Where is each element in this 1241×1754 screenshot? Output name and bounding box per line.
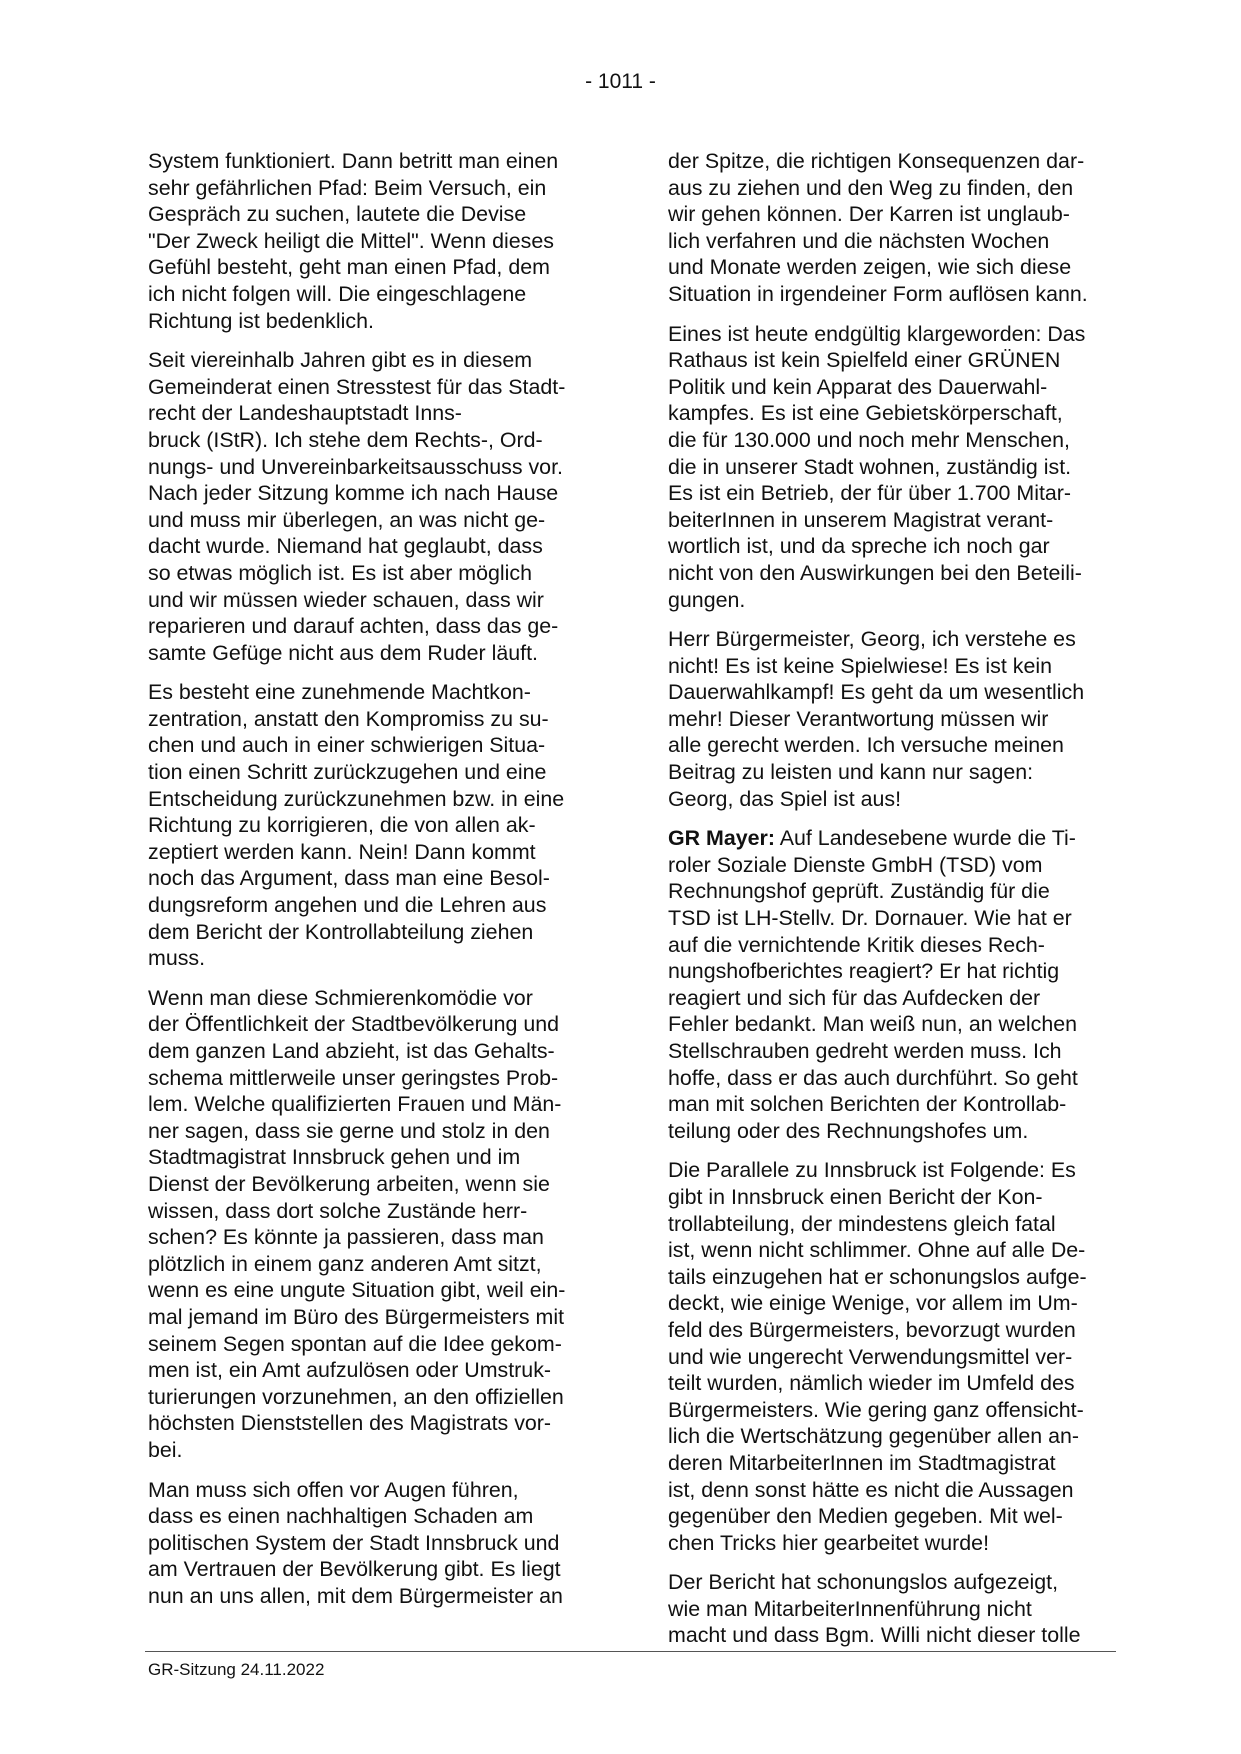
text-line: wissen, dass dort solche Zustände herr- [148, 1198, 528, 1223]
text-line: beiterInnen in unserem Magistrat verant- [668, 507, 1054, 532]
text-line: tion einen Schritt zurückzugehen und eine [148, 760, 547, 785]
text-line: Es besteht eine zunehmende Machtkon- [148, 680, 531, 705]
paragraph [148, 1477, 596, 1610]
text-line: kampfes. Es ist eine Gebietskörperschaft, [668, 401, 1063, 426]
text-line: deckt, wie einige Wenige, vor allem im Um- [668, 1291, 1078, 1316]
text-line: lich verfahren und die nächsten Wochen [668, 228, 1050, 253]
text-line: Eines ist heute endgültig klargeworden: Das [668, 321, 1086, 346]
paragraph [668, 321, 1116, 614]
paragraph [148, 679, 596, 972]
text-line: gungen. [668, 587, 746, 612]
text-line: Seit viereinhalb Jahren gibt es in diesem [148, 348, 533, 373]
text-line: Dauerwahlkampf! Es geht da um wesentlich [668, 680, 1085, 705]
text-line: chen Tricks hier gearbeitet wurde! [668, 1530, 990, 1555]
text-line: tails einzugehen hat er schonungslos aufge- [668, 1264, 1087, 1289]
text-line: Bürgermeisters. Wie gering ganz offensicht- [668, 1397, 1084, 1422]
paragraph [668, 1569, 1116, 1649]
paragraph [148, 148, 596, 334]
text-line [668, 825, 1116, 852]
text-line: macht und dass Bgm. Willi nicht dieser tolle [668, 1623, 1081, 1648]
text-line: dem ganzen Land abzieht, ist das Gehalts- [148, 1039, 555, 1063]
text-line: aus zu ziehen und den Weg zu finden, den [668, 175, 1074, 200]
text-line: schema mittlerweile unser geringstes Prob- [148, 1065, 559, 1090]
text-line: mal jemand im Büro des Bürgermeisters mit [148, 1304, 565, 1329]
text-line: alle gerecht werden. Ich versuche meinen [668, 733, 1064, 758]
text-line: Situation in irgendeiner Form auflösen kann. [668, 281, 1088, 306]
text-line: seinem Segen spontan auf die Idee gekom- [148, 1331, 562, 1356]
text-line: Stellschrauben gedreht werden muss. Ich [668, 1039, 1062, 1063]
paragraph [148, 347, 596, 666]
paragraph [668, 626, 1116, 812]
text-line: Herr Bürgermeister, Georg, ich verstehe es [668, 627, 1076, 652]
text-line: nungs- und Unvereinbarkeitsausschuss vor. [148, 454, 563, 479]
text-line: Richtung zu korrigieren, die von allen ak- [148, 813, 536, 838]
text-line: bruck (IStR). Ich stehe dem Rechts-, Ord- [148, 427, 543, 452]
text-line: Rathaus ist kein Spielfeld einer GRÜNEN [668, 348, 1061, 373]
text-line: ich nicht folgen will. Die eingeschlagene [148, 281, 527, 306]
text-line: Es ist ein Betrieb, der für über 1.700 Mitar- [668, 481, 1072, 506]
text-line: sehr gefährlichen Pfad: Beim Versuch, ein [148, 175, 547, 200]
text-line: chen und auch in einer schwierigen Situa- [148, 733, 546, 758]
footer-divider [145, 1651, 1116, 1652]
text-line: Dienst der Bevölkerung arbeiten, wenn sie [148, 1171, 550, 1196]
text-line: Die Parallele zu Innsbruck ist Folgende: Es [668, 1158, 1076, 1183]
text-line: Politik und kein Apparat des Dauerwahl- [668, 374, 1048, 399]
text-line: Stadtmagistrat Innsbruck gehen und im [148, 1145, 521, 1170]
text-line: Entscheidung zurückzunehmen bzw. in eine [148, 786, 565, 811]
text-line: Gemeinderat einen Stresstest für das Stadt- [148, 374, 566, 399]
text-line: "Der Zweck heiligt die Mittel". Wenn dieses [148, 228, 554, 253]
text-line: die für 130.000 und noch mehr Menschen, [668, 427, 1070, 452]
text-line: wenn es eine ungute Situation gibt, weil ein- [148, 1278, 566, 1303]
text-line: feld des Bürgermeisters, bevorzugt wurden [668, 1317, 1076, 1342]
paragraph [668, 1157, 1116, 1556]
text-line: roler Soziale Dienste GmbH (TSD) vom [668, 852, 1043, 877]
text-line: hoffe, dass er das auch durchführt. So geht [668, 1065, 1078, 1090]
text-line: ist, wenn nicht schlimmer. Ohne auf alle De- [668, 1238, 1086, 1263]
text-line: dacht wurde. Niemand hat geglaubt, dass [148, 534, 543, 559]
text-line: am Vertrauen der Bevölkerung gibt. Es liegt [148, 1557, 561, 1582]
text-line: Gefühl besteht, geht man einen Pfad, dem [148, 255, 550, 280]
text-line: gibt in Innsbruck einen Bericht der Kon- [668, 1184, 1043, 1209]
left-column [148, 148, 596, 1622]
text-line: ist, denn sonst hätte es nicht die Aussagen [668, 1477, 1074, 1502]
text-line: wortlich ist, und da spreche ich noch gar [668, 534, 1050, 559]
paragraph [668, 825, 1116, 1144]
text-line: Der Bericht hat schonungslos aufgezeigt, [668, 1570, 1059, 1595]
text-line: der Öffentlichkeit der Stadtbevölkerung und [148, 1012, 560, 1037]
text-line: wir gehen können. Der Karren ist unglaub- [668, 202, 1070, 227]
text-line: und Monate werden zeigen, wie sich diese [668, 255, 1072, 280]
text-line: recht der Landeshauptstadt Inns- [148, 401, 462, 426]
text-line: System funktioniert. Dann betritt man einen [148, 149, 559, 173]
text-line: und muss mir überlegen, an was nicht ge- [148, 507, 546, 532]
text-line: Rechnungshof geprüft. Zuständig für die [668, 879, 1050, 904]
page-number: - 1011 - [585, 70, 656, 93]
text-line: teilung oder des Rechnungshofes um. [668, 1118, 1029, 1143]
text-line: die in unserer Stadt wohnen, zuständig ist. [668, 454, 1072, 479]
text-line: mehr! Dieser Verantwortung müssen wir [668, 706, 1049, 731]
text-line: und wir müssen wieder schauen, dass wir [148, 587, 544, 612]
paragraph [668, 148, 1116, 308]
text-line: nungshofberichtes reagiert? Er hat richtig [668, 959, 1060, 984]
text-line: nicht von den Auswirkungen bei den Beteili- [668, 560, 1082, 585]
text-line: Georg, das Spiel ist aus! [668, 786, 902, 811]
text-line: teilt wurden, nämlich wieder im Umfeld des [668, 1371, 1075, 1396]
text-line: TSD ist LH-Stellv. Dr. Dornauer. Wie hat er [668, 906, 1072, 931]
paragraph [148, 985, 596, 1464]
text-line: dass es einen nachhaltigen Schaden am [148, 1504, 534, 1529]
text-line: höchsten Dienststellen des Magistrats vor- [148, 1411, 552, 1436]
text-line: reagiert und sich für das Aufdecken der [668, 985, 1041, 1010]
text-line: ner sagen, dass sie gerne und stolz in den [148, 1118, 550, 1143]
footer-session-label: GR-Sitzung 24.11.2022 [148, 1660, 325, 1679]
speaker-line-rest: Auf Landesebene wurde die Ti- [775, 826, 1076, 851]
speaker-name: GR Mayer: [668, 826, 775, 851]
text-line: schen? Es könnte ja passieren, dass man [148, 1225, 544, 1250]
text-line: Richtung ist bedenklich. [148, 308, 374, 333]
text-line: auf die vernichtende Kritik dieses Rech- [668, 932, 1045, 957]
text-line: wie man MitarbeiterInnenführung nicht [668, 1596, 1032, 1621]
text-line: Fehler bedankt. Man weiß nun, an welchen [668, 1012, 1078, 1037]
text-line: lich die Wertschätzung gegenüber allen an- [668, 1424, 1080, 1449]
text-line: dem Bericht der Kontrollabteilung ziehen [148, 919, 534, 944]
text-line: nun an uns allen, mit dem Bürgermeister an [148, 1583, 563, 1608]
text-line: muss. [148, 946, 206, 971]
text-line: men ist, ein Amt aufzulösen oder Umstruk- [148, 1358, 552, 1383]
text-line: der Spitze, die richtigen Konsequenzen dar- [668, 149, 1085, 173]
text-line: Nach jeder Sitzung komme ich nach Hause [148, 481, 559, 506]
text-line: zentration, anstatt den Kompromiss zu su- [148, 706, 549, 731]
text-line: gegenüber den Medien gegeben. Mit wel- [668, 1504, 1063, 1529]
text-line: Man muss sich offen vor Augen führen, [148, 1477, 519, 1502]
text-line: deren MitarbeiterInnen im Stadtmagistrat [668, 1450, 1056, 1475]
text-line: dungsreform angehen und die Lehren aus [148, 893, 547, 918]
text-line: man mit solchen Berichten der Kontrollab- [668, 1092, 1067, 1117]
text-line: so etwas möglich ist. Es ist aber möglich [148, 560, 532, 585]
right-column [668, 148, 1116, 1662]
text-line: Wenn man diese Schmierenkomödie vor [148, 985, 533, 1010]
text-line: politischen System der Stadt Innsbruck und [148, 1530, 560, 1555]
text-line: lem. Welche qualifizierten Frauen und Män- [148, 1092, 562, 1117]
text-line: bei. [148, 1437, 183, 1462]
text-line: plötzlich in einem ganz anderen Amt sitzt, [148, 1251, 542, 1276]
text-line: turierungen vorzunehmen, an den offiziellen [148, 1384, 564, 1409]
text-line: trollabteilung, der mindestens gleich fatal [668, 1211, 1056, 1236]
text-line: nicht! Es ist keine Spielwiese! Es ist kein [668, 653, 1053, 678]
text-line: Gespräch zu suchen, lautete die Devise [148, 202, 527, 227]
text-line: reparieren und darauf achten, dass das ge- [148, 614, 559, 639]
text-line: samte Gefüge nicht aus dem Ruder läuft. [148, 640, 538, 665]
text-line: noch das Argument, dass man eine Besol- [148, 866, 550, 891]
text-line: zeptiert werden kann. Nein! Dann kommt [148, 839, 536, 864]
text-line: Beitrag zu leisten und kann nur sagen: [668, 760, 1034, 785]
text-line: und wie ungerecht Verwendungsmittel ver- [668, 1344, 1073, 1369]
